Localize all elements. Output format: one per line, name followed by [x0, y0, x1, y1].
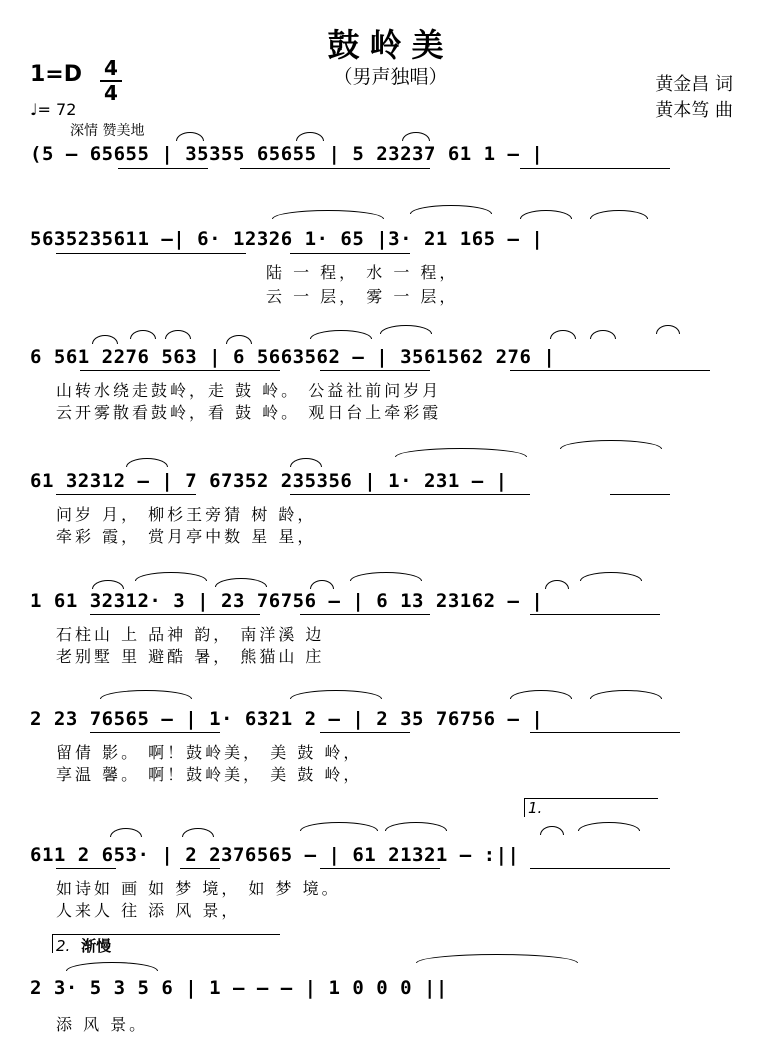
score-line-2: 5635235611 –| 6· 12326 1· 65 |3· 21 165 – |	[30, 228, 544, 250]
composer-credit: 黄本笃 曲	[655, 100, 733, 121]
time-signature-bottom: 4	[104, 81, 118, 105]
expression-marking: 深情 赞美地	[70, 123, 145, 139]
slur	[590, 690, 662, 699]
slur	[550, 330, 576, 339]
underline	[90, 614, 260, 615]
underline	[320, 868, 440, 869]
slur	[130, 330, 156, 339]
slur	[410, 205, 492, 214]
key-signature: 1=D	[30, 62, 83, 87]
slur	[126, 458, 168, 467]
tempo-marking: ♩= 72	[30, 100, 77, 119]
underline	[90, 732, 220, 733]
volta-2	[52, 934, 280, 953]
underline	[530, 732, 680, 733]
underline	[56, 868, 116, 869]
underline	[530, 614, 660, 615]
lyricist-credit: 黄金昌 词	[655, 74, 733, 95]
slur	[540, 826, 564, 835]
underline	[320, 732, 410, 733]
lyric-line-7-verse-1: 如诗如 画 如 梦 境， 如 梦 境。	[56, 879, 341, 898]
lyric-line-6-verse-2: 享温 馨。 啊！鼓岭美， 美 鼓 岭，	[56, 765, 363, 784]
slur	[290, 458, 322, 467]
time-signature-top: 4	[104, 56, 118, 80]
slur	[296, 132, 324, 141]
lyric-line-3-verse-2: 云开雾散看鼓岭，看 鼓 岭。 观日台上牵彩霞	[56, 403, 442, 422]
score-line-5: 1 61 32312· 3 | 23 76756 – | 6 13 23162 – |	[30, 590, 544, 612]
volta-1: 1.	[524, 798, 658, 817]
underline	[56, 253, 246, 254]
slur	[110, 828, 142, 837]
slur	[182, 828, 214, 837]
slur	[560, 440, 662, 449]
score-line-8: 2 3· 5 3 5 6 | 1 – – – | 1 0 0 0 ||	[30, 977, 448, 999]
slur	[92, 580, 124, 589]
slur	[176, 132, 204, 141]
underline	[290, 494, 530, 495]
song-title: 鼓岭美	[327, 26, 454, 64]
underline	[118, 168, 208, 169]
score-line-4: 61 32312 – | 7 67352 235356 | 1· 231 – |	[30, 470, 508, 492]
slur	[300, 822, 378, 831]
slur	[350, 572, 422, 581]
slur	[380, 325, 432, 334]
slur	[135, 572, 207, 581]
underline	[290, 253, 410, 254]
time-signature	[100, 58, 122, 104]
slur	[66, 962, 158, 971]
slur	[580, 572, 642, 581]
lyric-line-5-verse-2: 老别墅 里 避酷 暑， 熊猫山 庄	[56, 647, 325, 666]
slur	[165, 330, 191, 339]
lyric-line-7-verse-2: 人来人 往 添 风 景，	[56, 901, 241, 920]
slur	[416, 954, 578, 963]
underline	[320, 370, 430, 371]
slur	[510, 690, 572, 699]
underline	[300, 614, 430, 615]
slur	[578, 822, 640, 831]
slur	[402, 132, 430, 141]
slur	[310, 330, 372, 339]
lyric-line-2-verse-1: 陆 一 程， 水 一 程，	[266, 263, 459, 282]
lyric-line-3-verse-1: 山转水绕走鼓岭，走 鼓 岭。 公益社前问岁月	[56, 381, 442, 400]
slur	[590, 210, 648, 219]
slur	[656, 325, 680, 334]
slur	[545, 580, 569, 589]
lyric-line-6-verse-1: 留倩 影。 啊！鼓岭美， 美 鼓 岭，	[56, 743, 363, 762]
slur	[310, 580, 334, 589]
score-line-6: 2 23 76565 – | 1· 6321 2 – | 2 35 76756 – |	[30, 708, 544, 730]
underline	[610, 494, 670, 495]
slur	[385, 822, 447, 831]
underline	[520, 168, 670, 169]
slur	[290, 690, 382, 699]
lyric-line-4-verse-1: 问岁 月， 柳杉王旁猜 树 龄，	[56, 505, 317, 524]
underline	[180, 868, 220, 869]
tempo-change-marking: 渐慢	[81, 937, 112, 955]
slur	[520, 210, 572, 219]
score-line-1: (5 – 65655 | 35355 65655 | 5 23237 61 1 – |	[30, 143, 544, 165]
slur	[272, 210, 384, 219]
underline	[56, 494, 196, 495]
score-line-7: 611 2 653· | 2 2376565 – | 61 21321 – :||	[30, 844, 520, 866]
slur	[100, 690, 192, 699]
lyric-line-8-verse-1: 添 风 景。	[56, 1015, 149, 1034]
slur	[226, 335, 252, 344]
underline	[510, 370, 710, 371]
lyric-line-5-verse-1: 石柱山 上 品神 韵， 南洋溪 边	[56, 625, 325, 644]
slur	[590, 330, 616, 339]
underline	[240, 168, 430, 169]
song-subtitle: （男声独唱）	[333, 66, 448, 88]
score-line-3: 6 561 2276 563 | 6 5663562 – | 3561562 276 |	[30, 346, 556, 368]
underline	[80, 370, 280, 371]
slur	[92, 335, 118, 344]
slur	[395, 448, 527, 457]
lyric-line-4-verse-2: 牵彩 霞， 赏月亭中数 星 星，	[56, 527, 317, 546]
volta-2-number: 2.	[56, 937, 71, 955]
lyric-line-2-verse-2: 云 一 层， 雾 一 层，	[266, 287, 459, 306]
underline	[530, 868, 670, 869]
slur	[215, 578, 267, 587]
